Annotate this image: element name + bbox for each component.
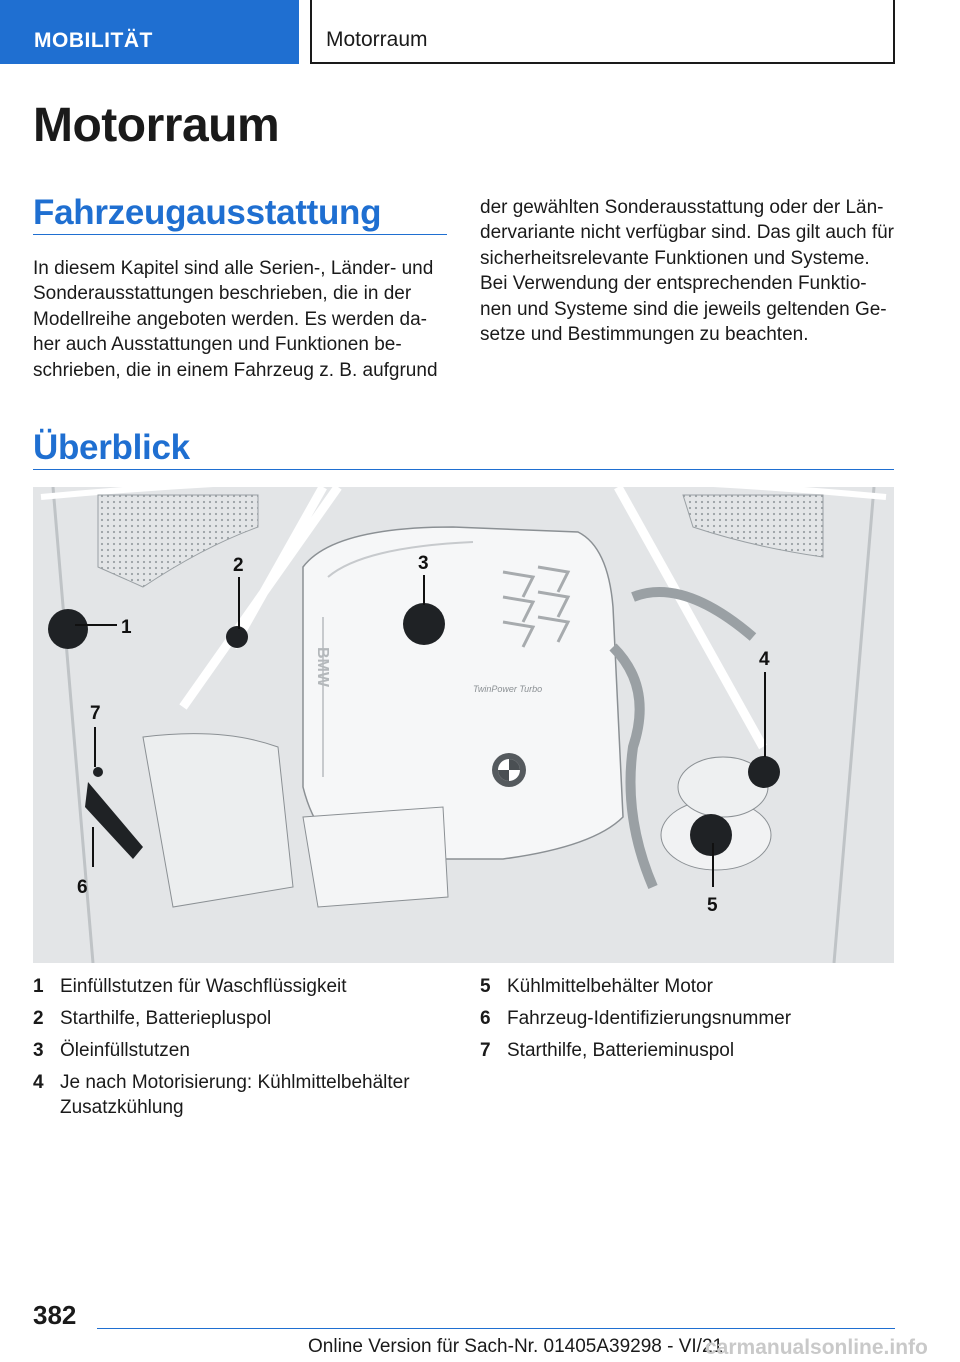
legend-number: 6	[480, 1007, 491, 1029]
bmw-roundel-icon	[492, 753, 526, 787]
legend-number: 3	[33, 1039, 44, 1061]
callout-1: 1	[121, 617, 132, 638]
text-line: sicherheitsrelevante Funktionen und Systeme.	[480, 247, 870, 269]
watermark: carmanualsonline.info	[705, 1336, 928, 1359]
aux-coolant-cap	[748, 756, 780, 788]
legend-number: 5	[480, 976, 491, 997]
legend-item	[33, 1006, 453, 1031]
oil-filler-cap	[403, 603, 445, 645]
text-line: Bei Verwendung der entsprechenden Funktio-	[480, 273, 867, 295]
legend-text: Fahrzeug-Identifizierungsnummer	[507, 1007, 792, 1029]
footer-rule	[97, 1328, 895, 1329]
legend-list-left	[33, 974, 453, 1127]
legend-number: 4	[33, 1071, 44, 1093]
callout-2: 2	[233, 555, 244, 576]
legend-text: Kühlmittelbehälter Motor	[507, 976, 713, 997]
legend-item	[480, 1006, 900, 1031]
engine-cover	[303, 527, 623, 859]
callout-7: 7	[90, 703, 101, 724]
legend-text: Einfüllstutzen für Waschflüssigkeit	[60, 976, 347, 997]
legend-text: Öleinfüllstutzen	[60, 1039, 190, 1061]
text-line: nen und Systeme sind die jeweils geltenden Ge-	[480, 298, 887, 320]
text-line: der gewählten Sonderausstattung oder der Län-	[480, 197, 884, 218]
legend-item	[480, 1038, 900, 1063]
text-line: setze und Bestimmungen zu beachten.	[480, 324, 809, 346]
legend-item	[33, 974, 453, 999]
legend-item	[33, 1038, 453, 1063]
legend-number: 1	[33, 976, 44, 997]
legend-text: Je nach Motorisierung: Kühlmittelbehälter	[60, 1071, 410, 1093]
heading-rule	[33, 469, 894, 470]
callout-3: 3	[418, 553, 429, 574]
engine-coolant-cap	[690, 814, 732, 856]
legend-text: Zusatzkühlung	[60, 1097, 184, 1119]
page-number: 382	[33, 1300, 77, 1330]
callout-5: 5	[707, 895, 718, 916]
cover-brand-text: BMW	[314, 647, 331, 687]
equipment-paragraph-col2	[480, 195, 900, 347]
text-line: Modellreihe angeboten werden. Es werden da-	[33, 308, 427, 330]
callout-6: 6	[77, 877, 88, 898]
legend-item	[480, 974, 900, 999]
text-line: schrieben, die in einem Fahrzeug z. B. aufgrund	[33, 359, 438, 381]
legend-text: Starthilfe, Batteriepluspol	[60, 1007, 272, 1029]
cover-turbo-text: TwinPower Turbo	[473, 684, 543, 694]
legend-number: 2	[33, 1007, 44, 1029]
text-line: In diesem Kapitel sind alle Serien-, Länder- und	[33, 258, 434, 279]
callout-4: 4	[759, 649, 770, 670]
washer-fluid-cap	[48, 609, 88, 649]
heading-rule	[33, 234, 447, 235]
air-filter-housing	[303, 807, 448, 907]
heading-ueberblick: Überblick	[33, 428, 190, 467]
text-line: Sonderausstattungen beschrieben, die in der	[33, 283, 412, 305]
positive-terminal-cap	[226, 626, 248, 648]
legend-text: Starthilfe, Batterieminuspol	[507, 1039, 735, 1061]
footer-online-version: Online Version für Sach-Nr. 01405A39298 - VI/21	[308, 1336, 724, 1357]
legend-item	[33, 1070, 453, 1121]
equipment-paragraph-col1	[33, 256, 453, 383]
page-title: Motorraum	[33, 99, 280, 152]
text-line: dervariante nicht verfügbar sind. Das gilt auch für	[480, 222, 894, 244]
legend-number: 7	[480, 1039, 491, 1061]
legend-list-right	[480, 974, 900, 1070]
chapter-tab: Motorraum	[310, 0, 895, 64]
text-line: her auch Ausstattungen und Funktionen be-	[33, 334, 402, 356]
engine-bay-illustration	[33, 487, 894, 963]
section-tab: MOBILITÄT	[0, 0, 299, 64]
heading-fahrzeugausstattung: Fahrzeugausstattung	[33, 193, 382, 232]
negative-terminal	[93, 767, 103, 777]
